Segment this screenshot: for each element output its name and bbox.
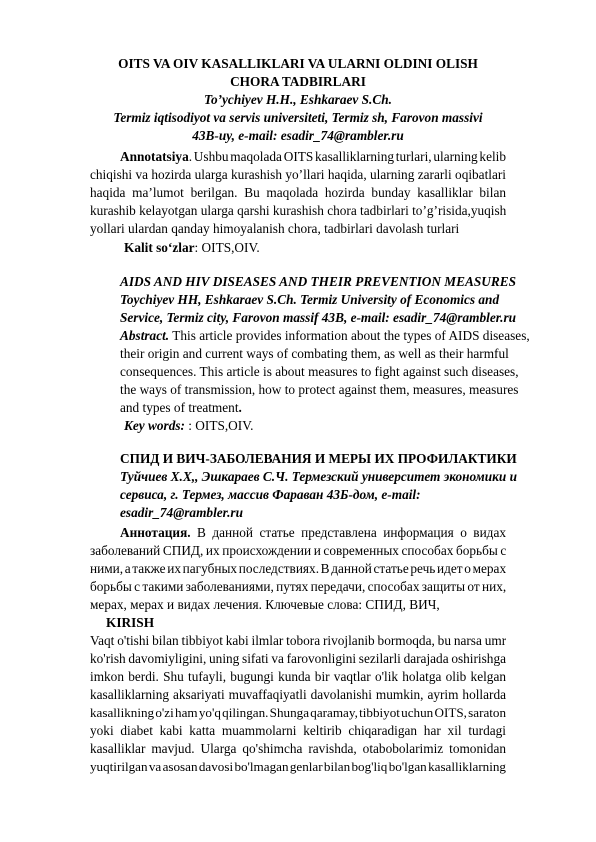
- uz-abstract-line: chiqishi va hozirda ularga kurashish yo’llari haqida, ularning zararli oqibatlari: [90, 167, 506, 182]
- intro-line: yoki diabet kabi katta muammolarni keltirib chiqaradigan har xil turdagi: [90, 723, 506, 738]
- uz-authors: To’ychiyev H.H., Eshkaraev S.Ch.: [204, 92, 392, 107]
- uz-keywords: [124, 239, 260, 257]
- intro-heading: KIRISH: [106, 615, 155, 630]
- ru-title: СПИД И ВИЧ-ЗАБОЛЕВАНИЯ И МЕРЫ ИХ ПРОФИЛАКТИКИ: [120, 451, 517, 466]
- uz-affiliation-line-2: 43B-uy, e-mail: esadir_74@rambler.ru: [192, 128, 404, 143]
- en-abstract-line: their origin and current ways of combating them, as well as their harmful: [120, 346, 509, 361]
- ru-abstract-line: мерах, мерах и видах лечения. Ключевые слова: СПИД, ВИЧ,: [90, 597, 440, 612]
- ru-abstract-line: борьбы с такими заболеваниями, путях передачи, способах защиты от них,: [90, 579, 506, 594]
- uz-keywords-value: : OITS,OIV.: [194, 240, 260, 255]
- uz-affiliation-line-1: Termiz iqtisodiyot va servis universiteti, Termiz sh, Farovon massivi: [113, 110, 483, 125]
- uz-keywords-label: Kalit so‘zlar: [124, 240, 195, 255]
- en-authors-line-1: Toychiyev HH, Eshkaraev S.Ch. Termiz University of Economics and: [120, 292, 500, 307]
- intro-line: kasalliklar mavjud. Ularga qo'shimcha ravishda, otabobolarimiz tomonidan: [90, 741, 506, 756]
- en-abstract-line: consequences. This article is about measures to fight against such diseases,: [120, 364, 519, 379]
- en-abstract-line: Abstract. This article provides information about the types of AIDS diseases,: [120, 328, 530, 343]
- ru-abstract-line: Аннотация. В данной статье представлена информация о видах: [120, 525, 506, 540]
- en-abstract-line: and types of treatment.: [120, 400, 242, 415]
- intro-line: imkon berdi. Shu tufayli, bugungi kunda bir vaqtlar o'lik holatga olib kelgan: [90, 669, 506, 684]
- uz-abstract-line: kurashib kelayotgan ularga qarshi kurashish chora tadbirlari to’g’risida,yuqish: [90, 203, 506, 218]
- ru-authors-line-3: esadir_74@rambler.ru: [120, 505, 243, 520]
- uz-title-line-2: CHORA TADBIRLARI: [230, 74, 366, 89]
- ru-authors-line-1: Туйчиев Х.Х,, Эшкараев С.Ч. Термезский университет экономики и: [120, 469, 517, 484]
- ru-abstract-line: заболеваний СПИД, их происхождении и современных способах борьбы с: [90, 543, 506, 558]
- en-title: AIDS AND HIV DISEASES AND THEIR PREVENTION MEASURES: [120, 274, 516, 289]
- intro-line: kasallikning o'zi ham yo'q qilingan. Shunga qaramay, tibbiyot uchun OITS, saraton: [90, 705, 506, 720]
- en-keywords-value: : OITS,OIV.: [184, 418, 254, 433]
- ru-abstract-label: Аннотация.: [120, 525, 191, 540]
- en-authors-line-2: Service, Termiz city, Farovon massif 43B, e-mail: esadir_74@rambler.ru: [120, 310, 517, 325]
- uz-abstract-line: Annotatsiya. Ushbu maqolada OITS kasalliklarning turlari, ularning kelib: [120, 149, 506, 164]
- en-keywords-label: Key words:: [124, 418, 185, 433]
- uz-title-line-1: OITS VA OIV KASALLIKLARI VA ULARNI OLDINI OLISH: [118, 56, 478, 71]
- uz-abstract-line: haqida ma’lumot berilgan. Bu maqolada hozirda bunday kasalliklar bilan: [90, 185, 506, 200]
- ru-authors-line-2: сервиса, г. Термез, массив Фараван 43Б-дом, e-mail:: [120, 487, 421, 502]
- uz-abstract-line: yollari ulardan qanday himoyalanish chora, tadbirlari davolash turlari: [90, 221, 460, 236]
- en-abstract-line: the ways of transmission, how to protect against them, measures, measures: [120, 382, 519, 397]
- intro-line: Vaqt o'tishi bilan tibbiyot kabi ilmlar tobora rivojlanib bormoqda, bu narsa umr: [90, 633, 506, 648]
- ru-abstract-line: ними, а также их пагубных последствиях. В данной статье речь идет о мерах: [90, 561, 506, 576]
- uz-abstract-label: Annotatsiya: [120, 149, 189, 164]
- intro-line: kasalliklarning aksariyati muvaffaqiyatli davolanishi mumkin, ayrim hollarda: [90, 687, 506, 702]
- en-keywords: [124, 417, 253, 435]
- en-abstract-label: Abstract.: [120, 328, 170, 343]
- intro-line: yuqtirilgan va asosan davosi bo'lmagan genlar bilan bog'liq bo'lgan kasalliklarning: [90, 759, 506, 774]
- intro-line: ko'rish davomiyligini, uning sifati va farovonligini sezilarli darajada oshirishga: [90, 651, 506, 666]
